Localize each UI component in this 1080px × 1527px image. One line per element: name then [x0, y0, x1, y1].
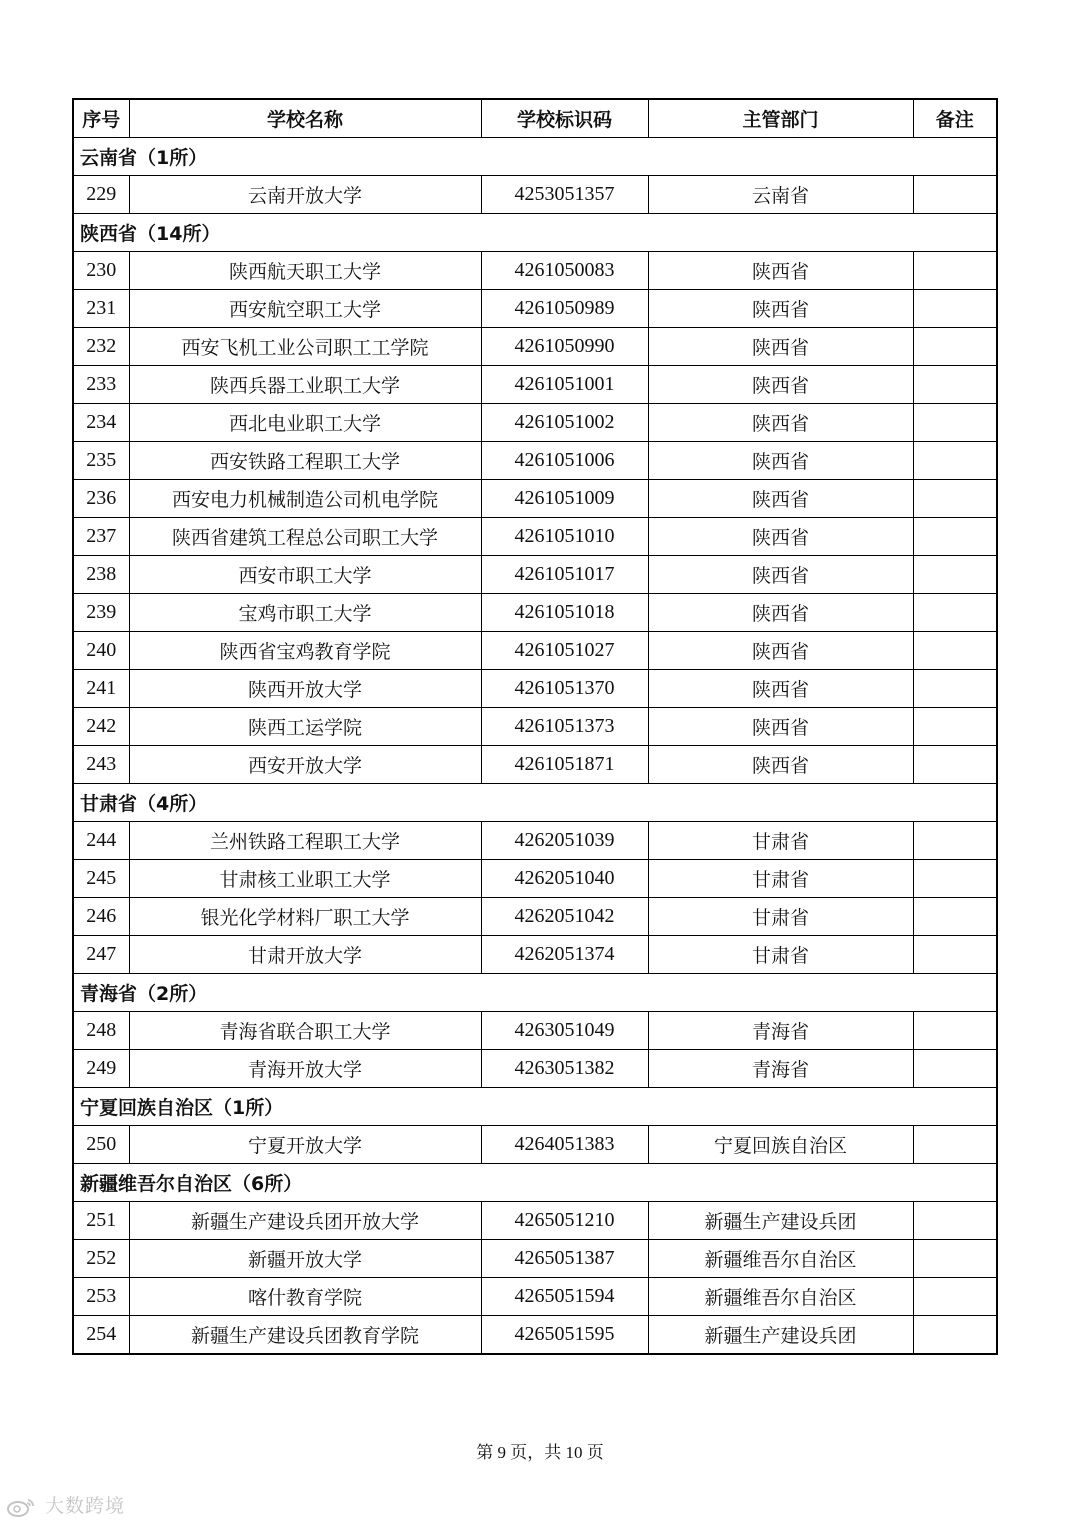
school-table	[72, 98, 998, 1355]
school-name: 兰州铁路工程职工大学	[129, 822, 481, 860]
remark	[913, 366, 997, 404]
table-row	[73, 860, 997, 898]
row-number: 252	[73, 1240, 129, 1278]
table-row	[73, 1050, 997, 1088]
remark	[913, 1240, 997, 1278]
school-code: 4261051027	[481, 632, 648, 670]
row-number: 239	[73, 594, 129, 632]
school-code: 4264051383	[481, 1126, 648, 1164]
remark	[913, 822, 997, 860]
school-code: 4261051002	[481, 404, 648, 442]
department: 陕西省	[648, 480, 913, 518]
remark	[913, 1012, 997, 1050]
row-number: 231	[73, 290, 129, 328]
table-row	[73, 936, 997, 974]
row-number: 236	[73, 480, 129, 518]
row-number: 247	[73, 936, 129, 974]
school-name: 西安飞机工业公司职工工学院	[129, 328, 481, 366]
table-row	[73, 898, 997, 936]
remark	[913, 480, 997, 518]
school-name: 新疆开放大学	[129, 1240, 481, 1278]
row-number: 241	[73, 670, 129, 708]
group-row	[73, 974, 997, 1012]
remark	[913, 746, 997, 784]
table-row	[73, 252, 997, 290]
table-row	[73, 518, 997, 556]
school-code: 4261050083	[481, 252, 648, 290]
remark	[913, 404, 997, 442]
department: 陕西省	[648, 328, 913, 366]
table-row	[73, 290, 997, 328]
header-dept: 主管部门	[648, 99, 913, 138]
group-title: 青海省（2所）	[73, 974, 997, 1012]
row-number: 251	[73, 1202, 129, 1240]
school-name: 青海开放大学	[129, 1050, 481, 1088]
header-code: 学校标识码	[481, 99, 648, 138]
table-row	[73, 1202, 997, 1240]
department: 陕西省	[648, 556, 913, 594]
department: 甘肃省	[648, 822, 913, 860]
department: 陕西省	[648, 632, 913, 670]
table-row	[73, 1240, 997, 1278]
row-number: 230	[73, 252, 129, 290]
group-row	[73, 784, 997, 822]
remark	[913, 708, 997, 746]
table-row	[73, 632, 997, 670]
row-number: 245	[73, 860, 129, 898]
remark	[913, 176, 997, 214]
school-name: 云南开放大学	[129, 176, 481, 214]
school-code: 4261051006	[481, 442, 648, 480]
row-number: 248	[73, 1012, 129, 1050]
group-row	[73, 1164, 997, 1202]
department: 陕西省	[648, 518, 913, 556]
school-name: 喀什教育学院	[129, 1278, 481, 1316]
row-number: 233	[73, 366, 129, 404]
header-note: 备注	[913, 99, 997, 138]
department: 陕西省	[648, 404, 913, 442]
school-code: 4261051001	[481, 366, 648, 404]
remark	[913, 670, 997, 708]
remark	[913, 328, 997, 366]
school-name: 西安电力机械制造公司机电学院	[129, 480, 481, 518]
department: 宁夏回族自治区	[648, 1126, 913, 1164]
department: 青海省	[648, 1012, 913, 1050]
department: 新疆生产建设兵团	[648, 1316, 913, 1355]
school-name: 宁夏开放大学	[129, 1126, 481, 1164]
remark	[913, 860, 997, 898]
row-number: 253	[73, 1278, 129, 1316]
department: 陕西省	[648, 252, 913, 290]
department: 陕西省	[648, 442, 913, 480]
school-code: 4262051374	[481, 936, 648, 974]
header-name: 学校名称	[129, 99, 481, 138]
remark	[913, 1316, 997, 1355]
table-row	[73, 1126, 997, 1164]
remark	[913, 632, 997, 670]
remark	[913, 518, 997, 556]
group-row	[73, 214, 997, 252]
school-code: 4261051373	[481, 708, 648, 746]
school-name: 陕西工运学院	[129, 708, 481, 746]
remark	[913, 594, 997, 632]
remark	[913, 1202, 997, 1240]
table-row	[73, 442, 997, 480]
row-number: 238	[73, 556, 129, 594]
school-name: 陕西省宝鸡教育学院	[129, 632, 481, 670]
remark	[913, 1050, 997, 1088]
school-code: 4263051049	[481, 1012, 648, 1050]
school-code: 4261051009	[481, 480, 648, 518]
school-name: 宝鸡市职工大学	[129, 594, 481, 632]
watermark-text: 大数跨境	[45, 1495, 126, 1517]
school-name: 西北电业职工大学	[129, 404, 481, 442]
group-title: 甘肃省（4所）	[73, 784, 997, 822]
school-code: 4261050989	[481, 290, 648, 328]
school-code: 4265051210	[481, 1202, 648, 1240]
table-row	[73, 746, 997, 784]
row-number: 229	[73, 176, 129, 214]
school-code: 4261050990	[481, 328, 648, 366]
school-code: 4265051387	[481, 1240, 648, 1278]
row-number: 235	[73, 442, 129, 480]
watermark	[6, 1491, 125, 1518]
department: 甘肃省	[648, 936, 913, 974]
school-code: 4261051017	[481, 556, 648, 594]
header-row	[73, 99, 997, 138]
group-title: 陕西省（14所）	[73, 214, 997, 252]
school-name: 西安航空职工大学	[129, 290, 481, 328]
row-number: 232	[73, 328, 129, 366]
department: 陕西省	[648, 366, 913, 404]
group-row	[73, 138, 997, 176]
table-row	[73, 480, 997, 518]
department: 陕西省	[648, 746, 913, 784]
table-row	[73, 708, 997, 746]
row-number: 234	[73, 404, 129, 442]
remark	[913, 290, 997, 328]
group-title: 宁夏回族自治区（1所）	[73, 1088, 997, 1126]
department: 甘肃省	[648, 860, 913, 898]
school-code: 4263051382	[481, 1050, 648, 1088]
school-code: 4265051595	[481, 1316, 648, 1355]
school-name: 陕西开放大学	[129, 670, 481, 708]
department: 甘肃省	[648, 898, 913, 936]
school-code: 4253051357	[481, 176, 648, 214]
row-number: 254	[73, 1316, 129, 1355]
row-number: 249	[73, 1050, 129, 1088]
group-title: 新疆维吾尔自治区（6所）	[73, 1164, 997, 1202]
department: 青海省	[648, 1050, 913, 1088]
table-row	[73, 176, 997, 214]
school-name: 甘肃核工业职工大学	[129, 860, 481, 898]
school-name: 陕西兵器工业职工大学	[129, 366, 481, 404]
remark	[913, 936, 997, 974]
table-row	[73, 404, 997, 442]
school-name: 新疆生产建设兵团开放大学	[129, 1202, 481, 1240]
table-row	[73, 1316, 997, 1355]
school-code: 4261051370	[481, 670, 648, 708]
row-number: 237	[73, 518, 129, 556]
remark	[913, 1278, 997, 1316]
school-code: 4261051018	[481, 594, 648, 632]
school-name: 陕西省建筑工程总公司职工大学	[129, 518, 481, 556]
school-code: 4261051871	[481, 746, 648, 784]
school-name: 西安市职工大学	[129, 556, 481, 594]
school-name: 新疆生产建设兵团教育学院	[129, 1316, 481, 1355]
group-row	[73, 1088, 997, 1126]
table-row	[73, 670, 997, 708]
school-code: 4261051010	[481, 518, 648, 556]
school-name: 甘肃开放大学	[129, 936, 481, 974]
school-name: 陕西航天职工大学	[129, 252, 481, 290]
remark	[913, 442, 997, 480]
department: 新疆维吾尔自治区	[648, 1278, 913, 1316]
department: 陕西省	[648, 670, 913, 708]
school-code: 4262051042	[481, 898, 648, 936]
department: 陕西省	[648, 594, 913, 632]
row-number: 243	[73, 746, 129, 784]
school-name: 银光化学材料厂职工大学	[129, 898, 481, 936]
header-num: 序号	[73, 99, 129, 138]
department: 新疆生产建设兵团	[648, 1202, 913, 1240]
department: 陕西省	[648, 290, 913, 328]
remark	[913, 1126, 997, 1164]
school-code: 4262051040	[481, 860, 648, 898]
school-name: 西安铁路工程职工大学	[129, 442, 481, 480]
row-number: 240	[73, 632, 129, 670]
table-row	[73, 822, 997, 860]
school-name: 西安开放大学	[129, 746, 481, 784]
page-footer: 第 9 页，共 10 页	[476, 1443, 604, 1462]
table-row	[73, 1278, 997, 1316]
row-number: 250	[73, 1126, 129, 1164]
table-row	[73, 594, 997, 632]
remark	[913, 898, 997, 936]
weibo-logo-icon	[6, 1495, 45, 1517]
remark	[913, 556, 997, 594]
school-code: 4262051039	[481, 822, 648, 860]
table-header	[73, 99, 997, 138]
remark	[913, 252, 997, 290]
table-row	[73, 328, 997, 366]
table-row	[73, 1012, 997, 1050]
row-number: 244	[73, 822, 129, 860]
school-name: 青海省联合职工大学	[129, 1012, 481, 1050]
table-body	[73, 138, 997, 1355]
department: 新疆维吾尔自治区	[648, 1240, 913, 1278]
row-number: 242	[73, 708, 129, 746]
school-code: 4265051594	[481, 1278, 648, 1316]
row-number: 246	[73, 898, 129, 936]
table-row	[73, 556, 997, 594]
department: 云南省	[648, 176, 913, 214]
department: 陕西省	[648, 708, 913, 746]
group-title: 云南省（1所）	[73, 138, 997, 176]
table-row	[73, 366, 997, 404]
